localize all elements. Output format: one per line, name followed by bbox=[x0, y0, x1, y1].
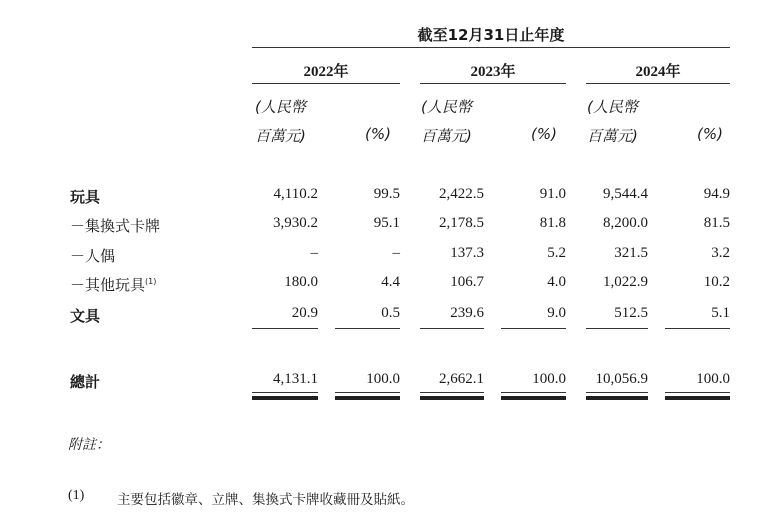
table-cell: – bbox=[392, 245, 400, 261]
footnote-marker: (1) bbox=[68, 488, 85, 503]
unit-label-2022-line1: (人民幣 bbox=[255, 98, 306, 116]
table-cell: 20.9 bbox=[291, 305, 318, 321]
table-cell: 2,422.5 bbox=[439, 186, 484, 202]
total-cell: 2,662.1 bbox=[439, 371, 484, 387]
table-cell: 9,544.4 bbox=[603, 186, 648, 202]
table-cell: – bbox=[310, 245, 318, 261]
subtotal-rule bbox=[665, 328, 730, 329]
table-cell: 81.5 bbox=[703, 215, 730, 231]
table-cell: 239.6 bbox=[450, 305, 484, 321]
total-cell: 100.0 bbox=[696, 371, 730, 387]
year-header-2022: 2022年 bbox=[303, 64, 349, 80]
total-double-rule bbox=[665, 396, 730, 400]
total-cell: 4,131.1 bbox=[273, 371, 318, 387]
year-rule-2023 bbox=[420, 83, 566, 84]
subtotal-rule bbox=[501, 328, 566, 329]
table-cell: 8,200.0 bbox=[603, 215, 648, 231]
table-cell: 3.2 bbox=[711, 245, 730, 261]
unit-label-2023-line2: 百萬元) bbox=[421, 127, 472, 145]
total-rule-top bbox=[335, 392, 400, 393]
total-double-rule bbox=[420, 396, 484, 400]
notes-title: 附註： bbox=[68, 437, 110, 453]
table-cell: 4.4 bbox=[381, 274, 400, 290]
total-rule-top bbox=[252, 392, 318, 393]
total-cell: 100.0 bbox=[532, 371, 566, 387]
year-rule-2024 bbox=[586, 83, 730, 84]
table-cell: 94.9 bbox=[703, 186, 730, 202]
table-cell: 137.3 bbox=[450, 245, 484, 261]
table-cell: 106.7 bbox=[450, 274, 484, 290]
header-rule bbox=[252, 47, 730, 48]
row-label-stationery: 文具 bbox=[70, 307, 101, 325]
pct-label-2024: (%) bbox=[697, 125, 723, 143]
total-rule-top bbox=[501, 392, 566, 393]
total-double-rule bbox=[252, 396, 318, 400]
year-rule-2022 bbox=[252, 83, 400, 84]
total-rule-top bbox=[420, 392, 484, 393]
table-cell: 0.5 bbox=[381, 305, 400, 321]
row-label-trading-cards: －集換式卡牌 bbox=[70, 217, 161, 235]
year-header-2023: 2023年 bbox=[470, 64, 516, 80]
row-label-text: －其他玩具 bbox=[70, 276, 146, 294]
footnote-text: 主要包括徽章、立牌、集換式卡牌收藏冊及貼紙。 bbox=[117, 492, 414, 508]
table-cell: 10.2 bbox=[703, 274, 730, 290]
footnote-ref: (1) bbox=[145, 277, 157, 286]
total-cell: 100.0 bbox=[366, 371, 400, 387]
unit-label-2022-line2: 百萬元) bbox=[255, 127, 306, 145]
table-cell: 1,022.9 bbox=[603, 274, 648, 290]
row-label-toys: 玩具 bbox=[70, 188, 101, 206]
total-rule-top bbox=[665, 392, 730, 393]
unit-label-2024-line2: 百萬元) bbox=[587, 127, 638, 145]
pct-label-2022: (%) bbox=[365, 125, 391, 143]
year-header-2024: 2024年 bbox=[635, 64, 681, 80]
table-cell: 99.5 bbox=[373, 186, 400, 202]
table-cell: 3,930.2 bbox=[273, 215, 318, 231]
total-double-rule bbox=[586, 396, 648, 400]
subtotal-rule bbox=[252, 328, 318, 329]
total-rule-top bbox=[586, 392, 648, 393]
row-label-total: 總計 bbox=[70, 373, 101, 391]
table-cell: 81.8 bbox=[539, 215, 566, 231]
subtotal-rule bbox=[335, 328, 400, 329]
table-cell: 180.0 bbox=[284, 274, 318, 290]
table-cell: 95.1 bbox=[373, 215, 400, 231]
subtotal-rule bbox=[586, 328, 648, 329]
total-cell: 10,056.9 bbox=[595, 371, 648, 387]
subtotal-rule bbox=[420, 328, 484, 329]
table-cell: 5.1 bbox=[711, 305, 730, 321]
pct-label-2023: (%) bbox=[531, 125, 557, 143]
row-label-other-toys bbox=[70, 274, 156, 295]
table-cell: 321.5 bbox=[614, 245, 648, 261]
table-cell: 5.2 bbox=[547, 245, 566, 261]
table-cell: 4,110.2 bbox=[273, 186, 318, 202]
total-double-rule bbox=[501, 396, 566, 400]
table-cell: 9.0 bbox=[547, 305, 566, 321]
table-cell: 512.5 bbox=[614, 305, 648, 321]
period-title: 截至12月31日止年度 bbox=[417, 26, 565, 44]
total-double-rule bbox=[335, 396, 400, 400]
table-cell: 91.0 bbox=[539, 186, 566, 202]
table-cell: 4.0 bbox=[547, 274, 566, 290]
unit-label-2023-line1: (人民幣 bbox=[421, 98, 472, 116]
table-cell: 2,178.5 bbox=[439, 215, 484, 231]
row-label-figures: －人偶 bbox=[70, 247, 116, 265]
unit-label-2024-line1: (人民幣 bbox=[587, 98, 638, 116]
